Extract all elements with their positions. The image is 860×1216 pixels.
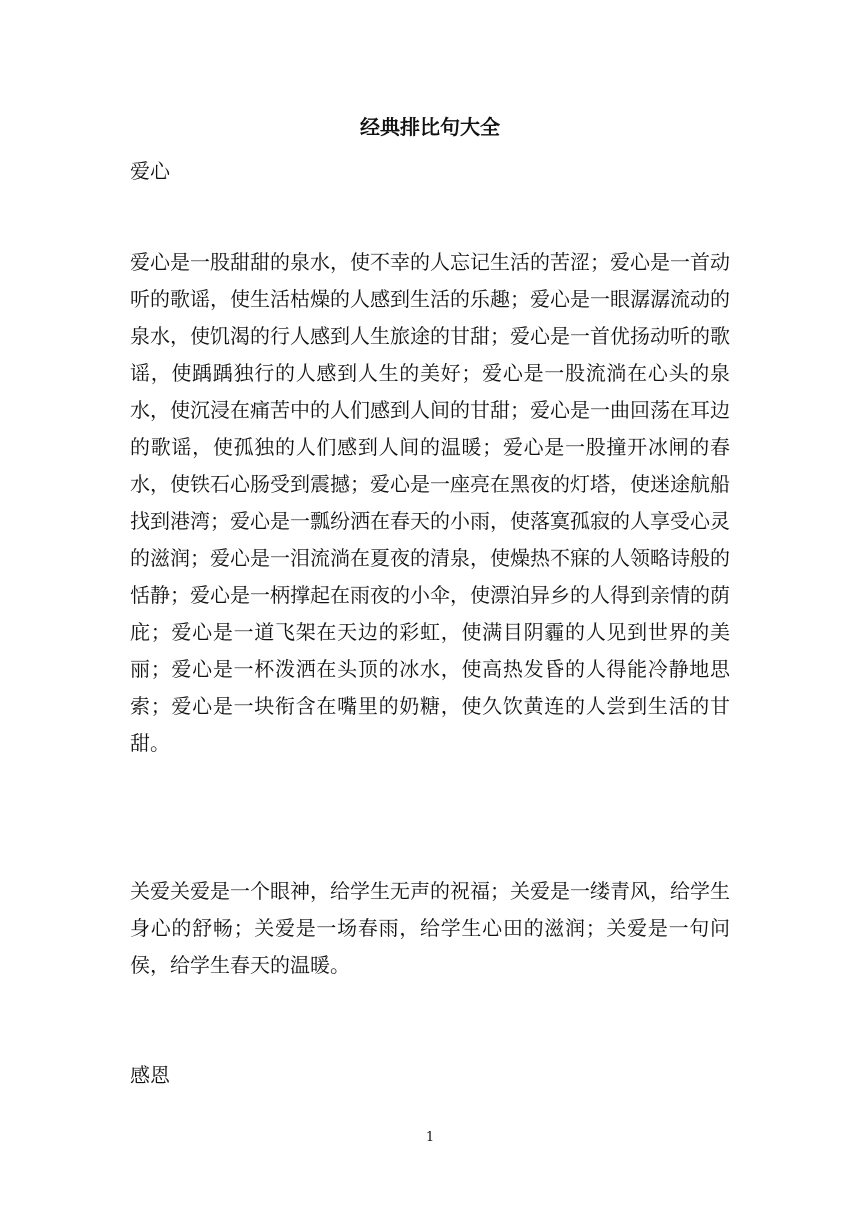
page-number: 1 [425,1130,435,1145]
section-heading-gratitude: 感恩 [130,1063,170,1087]
paragraph-care: 关爱关爱是一个眼神，给学生无声的祝福；关爱是一缕青风，给学生身心的舒畅；关爱是一场春雨，给学生心田的滋润；关爱是一句问侯，给学生春天的温暖。 [130,879,730,977]
section-heading-love: 爱心 [130,159,170,183]
paragraph-love: 爱心是一股甜甜的泉水，使不幸的人忘记生活的苦涩；爱心是一首动听的歌谣，使生活枯燥的人感到生活的乐趣；爱心是一眼潺潺流动的泉水，使饥渴的行人感到人生旅途的甘甜；爱心是一首优扬动听的歌谣，使踽踽独行的人感到人生的美好；爱心是一股流淌在心头的泉水，使沉浸在痛苦中的人们感到人间的甘甜；爱心是一曲回荡在耳边的歌谣，使孤独的人们感到人间的温暖；爱心是一股撞开冰闸的春水，使铁石心肠受到震撼；爱心是一座亮在黑夜的灯塔，使迷途航船找到港湾；爱心是一瓢纷洒在春天的小雨，使落寞孤寂的人享受心灵的滋润；爱心是一泪流淌在夏夜的清泉，使燥热不寐的人领略诗般的恬静；爱心是一柄撑起在雨夜的小伞，使漂泊异乡的人得到亲情的荫庇；爱心是一道飞架在天边的彩虹，使满目阴霾的人见到世界的美丽；爱心是一杯泼洒在头顶的冰水，使高热发昏的人得能冷静地思索；爱心是一块衔含在嘴里的奶糖，使久饮黄连的人尝到生活的甘甜。 [130,250,730,755]
document-title: 经典排比句大全 [360,115,500,139]
